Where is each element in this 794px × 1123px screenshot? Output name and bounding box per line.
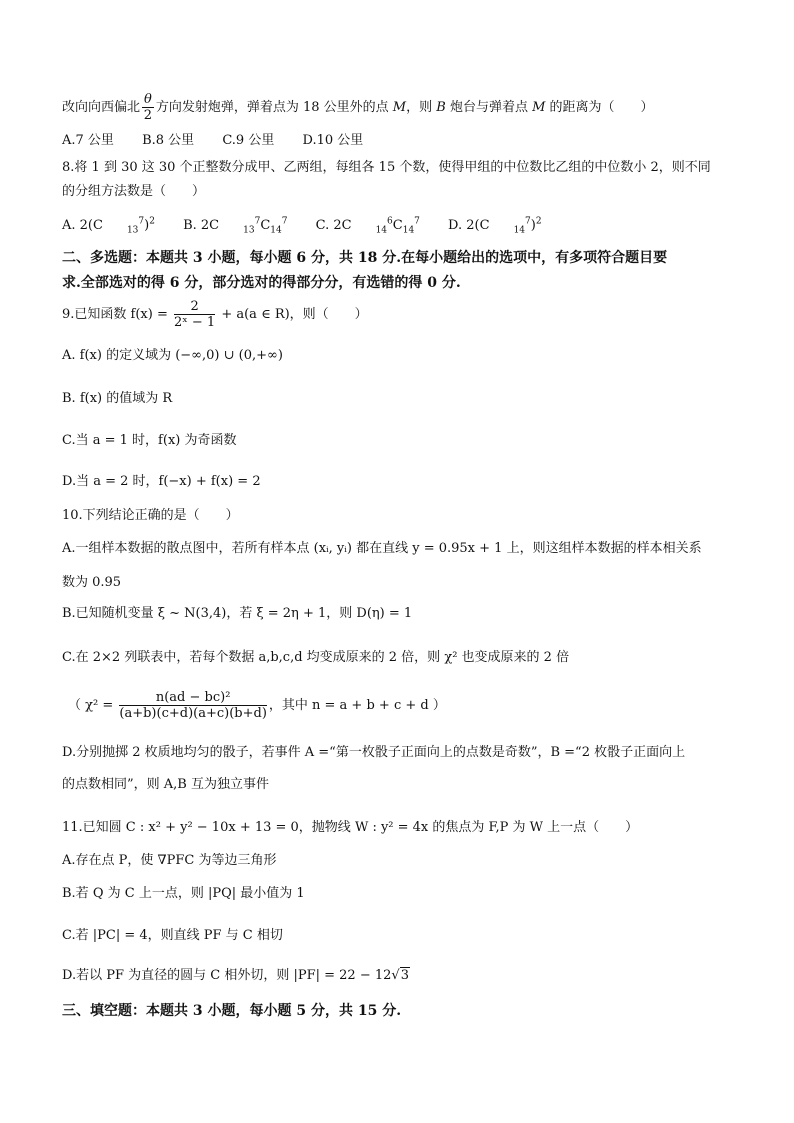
- q10-option-a-line1: A.一组样本数据的散点图中，若所有样本点 (xᵢ, yᵢ) 都在直线 y = 0.95x + 1 上，则这组样本数据的样本相关系: [62, 541, 702, 556]
- q10-option-b: B.已知随机变量 ξ ~ N(3,4)，若 ξ = 2η + 1，则 D(η) = 1: [62, 606, 413, 621]
- q8-stem-line1: 8.将 1 到 30 这 30 个正整数分成甲、乙两组，每组各 15 个数，使得甲组的中位数比乙组的中位数小 2，则不同: [62, 160, 711, 175]
- q9-fraction: $\frac{2}{\text{2ˣ − 1}}$: [173, 299, 216, 330]
- q11-option-b: B.若 Q 为 C 上一点，则 |PQ| 最小值为 1: [62, 886, 305, 901]
- q9-option-b: B. f(x) 的值域为 R: [62, 391, 173, 406]
- q8-option-c: C. 2C $_{14}^6C_{14}^7$: [315, 216, 420, 236]
- q9-option-d: D.当 a = 2 时，f(−x) + f(x) = 2: [62, 474, 261, 489]
- q10-option-d-line2: 的点数相同”，则 A,B 互为独立事件: [62, 777, 269, 792]
- q10-option-c: C.在 2×2 列联表中，若每个数据 a,b,c,d 均变成原来的 2 倍，则 χ² 也变成原来的 2 倍: [62, 650, 570, 665]
- q11-option-a: A.存在点 P，使 ∇PFC 为等边三角形: [62, 853, 277, 868]
- chi-square-fraction: $\frac{\text{n(ad − bc)²}}{(a+b)(c+d)(a+c)(b+d)}$: [119, 690, 267, 721]
- q11-option-d: D.若以 PF 为直径的圆与 C 相外切，则 |PF| = 22 − 12√3: [62, 968, 409, 983]
- q7-stem: 改向向西偏北 $\frac{\theta}{2}$ 方向发射炮弹，弹着点为 18 公里外的点 M，则 B 炮台与弹着点 M 的距离为（ ）: [62, 92, 654, 123]
- q7-option-b: B.8 公里: [142, 133, 195, 148]
- q11-stem: 11.已知圆 C : x² + y² − 10x + 13 = 0，抛物线 W : y² = 4x 的焦点为 F,P 为 W 上一点（ ）: [62, 820, 639, 835]
- q8-option-a: A. 2(C $_{13}^7$)$^2$: [62, 216, 155, 236]
- q9-option-c: C.当 a = 1 时，f(x) 为奇函数: [62, 433, 237, 448]
- q10-option-a-line2: 数为 0.95: [62, 575, 122, 590]
- q7-option-d: D.10 公里: [302, 133, 364, 148]
- q8-stem-line2: 的分组方法数是（ ）: [62, 184, 206, 199]
- theta-over-2-fraction: $\frac{\theta}{2}$: [143, 92, 153, 123]
- q10-chi-square-formula: （ χ² = $\frac{\text{n(ad − bc)²}}{(a+b)(c+d)(a+c)(b+d)}$ ，其中 n = a + b + c + d ）: [68, 690, 446, 721]
- section2-heading-line1: 二、多选题：本题共 3 小题，每小题 6 分，共 18 分.在每小题给出的选项中，有多项符合题目要: [62, 250, 668, 266]
- q7-option-a: A.7 公里: [62, 133, 114, 148]
- section2-heading-line2: 求.全部选对的得 6 分，部分选对的得部分分，有选错的得 0 分.: [62, 275, 461, 291]
- q11-option-c: C.若 |PC| = 4，则直线 PF 与 C 相切: [62, 928, 283, 943]
- q10-stem: 10.下列结论正确的是（ ）: [62, 508, 239, 523]
- q8-option-d: D. 2(C $_{14}^7$)$^2$: [448, 216, 542, 236]
- q10-option-d-line1: D.分别抛掷 2 枚质地均匀的骰子，若事件 A =“第一枚骰子正面向上的点数是奇数”，B =“2 枚骰子正面向上: [62, 745, 686, 760]
- q8-options: [62, 214, 754, 238]
- q9-option-a: A. f(x) 的定义域为 (−∞,0) ∪ (0,+∞): [62, 348, 283, 363]
- section3-heading: 三、填空题：本题共 3 小题，每小题 5 分，共 15 分.: [62, 1003, 402, 1019]
- q7-options: [62, 131, 754, 151]
- q8-option-b: B. 2C $_{13}^7C_{14}^7$: [183, 216, 288, 236]
- q9-stem: 9.已知函数 f(x) = $\frac{2}{\text{2ˣ − 1}}$ + a(a ∈ R)，则（ ）: [62, 299, 368, 330]
- q7-option-c: C.9 公里: [222, 133, 275, 148]
